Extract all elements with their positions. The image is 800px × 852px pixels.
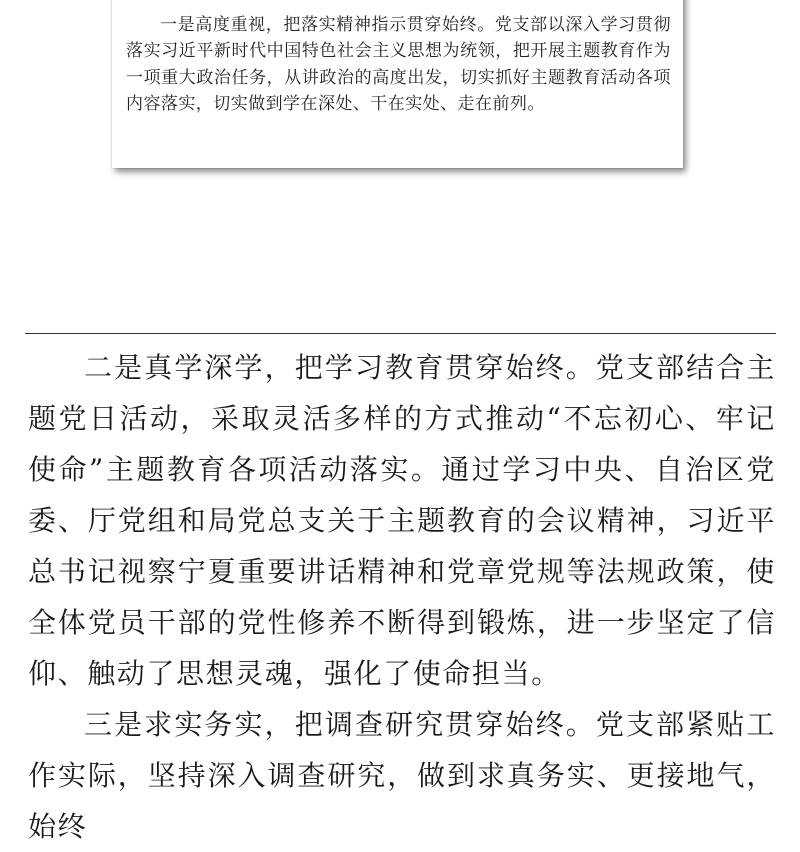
card-paragraph: 一是高度重视，把落实精神指示贯穿始终。党支部以深入学习贯彻落实习近平新时代中国特色社会主义思想为统领，把开展主题教育作为一项重大政治任务，从讲政治的高度出发，切实抓好主题教育活动各项内容落实，切实做到学在深处、干在实处、走在前列。 [126,15,671,115]
card-cut-off-line [126,0,666,4]
document-body [28,342,776,852]
body-paragraph-2: 二是真学深学，把学习教育贯穿始终。党支部结合主题党日活动，采取灵活多样的方式推动“不忘初心、牢记使命”主题教育各项活动落实。通过学习中央、自治区党委、厅党组和局党总支关于主题教育的会议精神，习近平总书记视察宁夏重要讲话精神和党章党规等法规政策，使全体党员干部的党性修养不断得到锻炼，进一步坚定了信仰、触动了思想灵魂，强化了使命担当。 [28,351,776,690]
horizontal-divider [25,333,776,334]
quoted-text-card [112,0,683,168]
body-paragraph-3: 三是求实务实，把调查研究贯穿始终。党支部紧贴工作实际，坚持深入调查研究，做到求真务实、更接地气，始终 [28,708,776,843]
